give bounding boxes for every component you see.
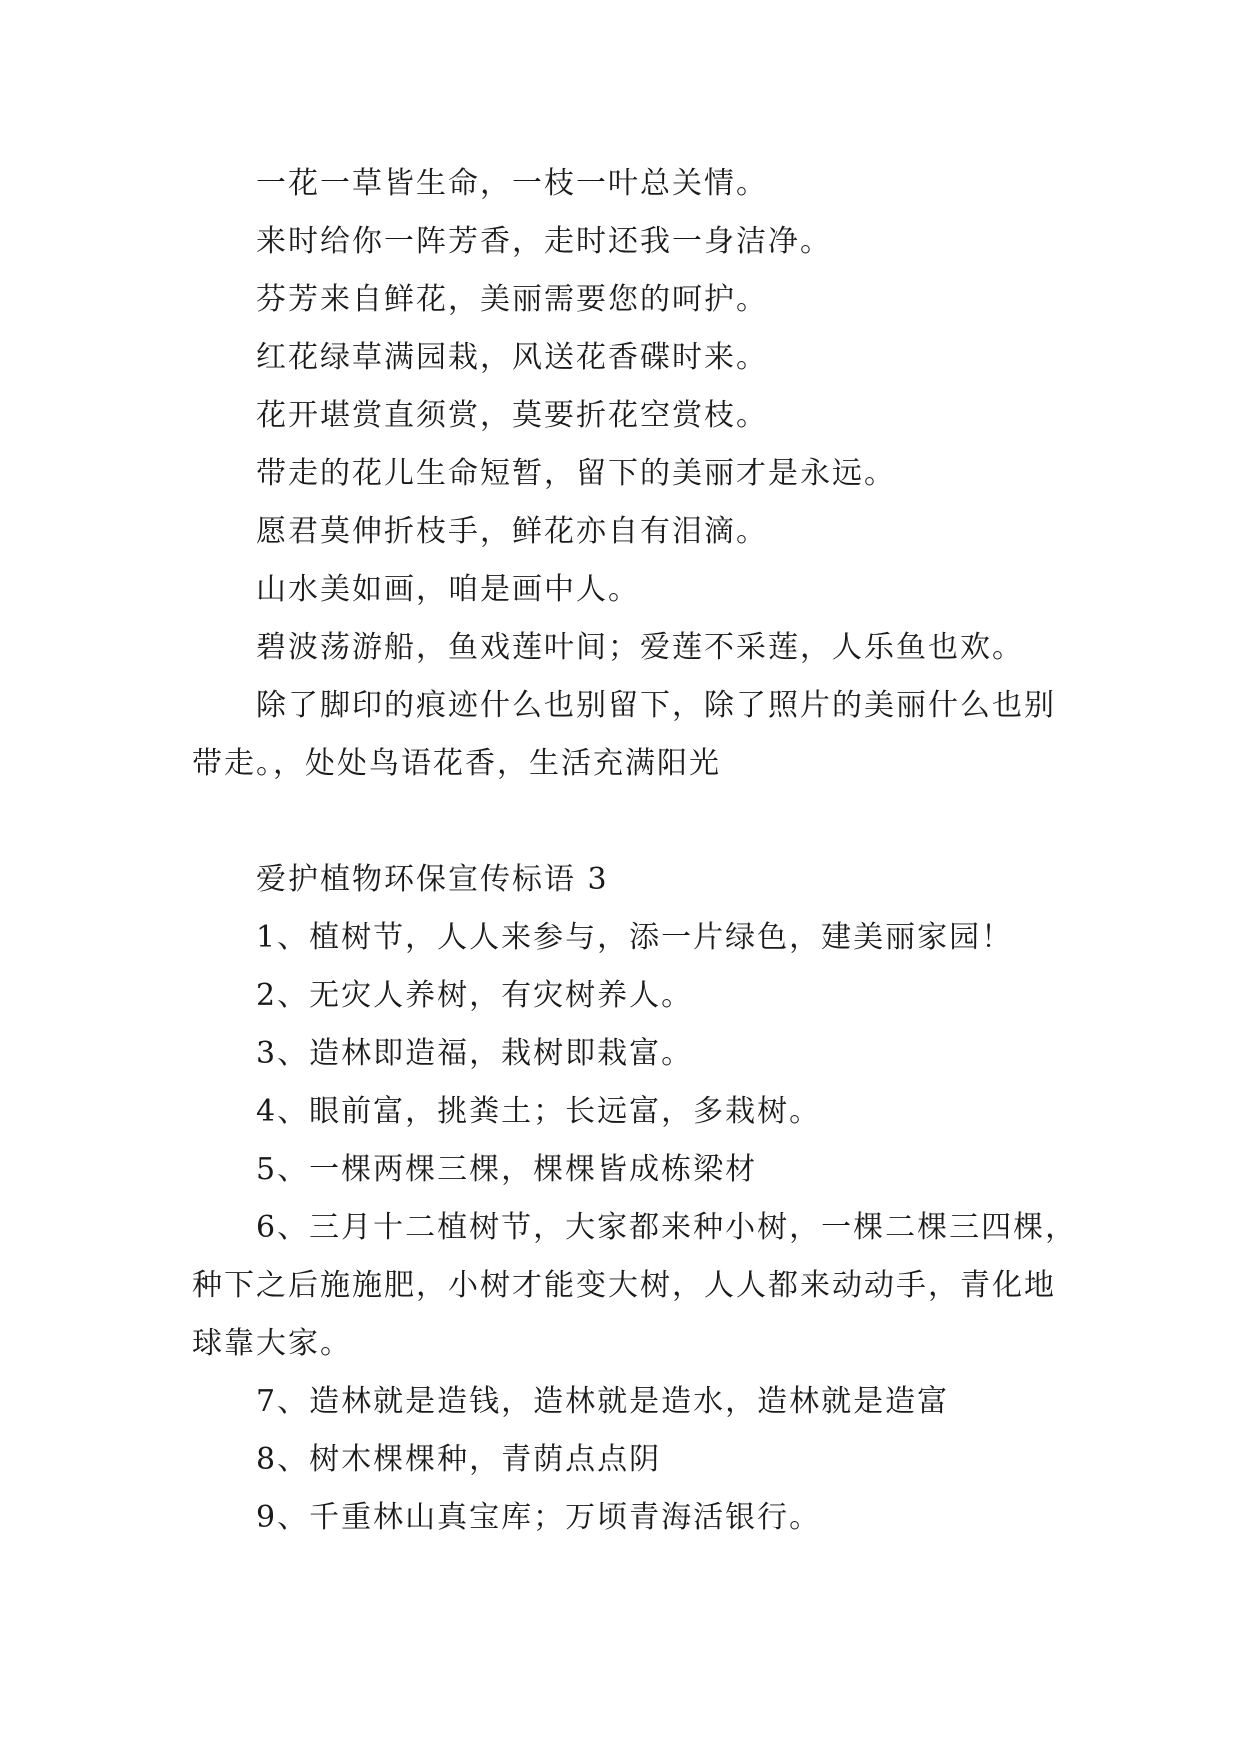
numbered-slogan: 2、无灾人养树，有灾树养人。 xyxy=(256,978,694,1013)
numbered-slogan: 1、植树节，人人来参与，添一片绿色，建美丽家园！ xyxy=(256,920,1014,955)
numbered-slogan: 6、三月十二植树节，大家都来种小树，一棵二棵三四棵，种下之后施施肥，小树才能变大树，人人都来动动手，青化地球靠大家。 xyxy=(192,1210,1078,1361)
numbered-slogan: 9、千重林山真宝库；万顷青海活银行。 xyxy=(256,1500,822,1535)
slogan-line: 一花一草皆生命，一枝一叶总关情。 xyxy=(256,166,768,201)
numbered-slogan: 8、树木棵棵种，青荫点点阴 xyxy=(256,1442,662,1477)
slogan-line: 红花绿草满园栽，风送花香碟时来。 xyxy=(256,340,768,375)
slogan-line: 花开堪赏直须赏，莫要折花空赏枝。 xyxy=(256,398,768,433)
slogan-line: 带走的花儿生命短暂，留下的美丽才是永远。 xyxy=(256,456,896,491)
slogan-line: 芬芳来自鲜花，美丽需要您的呵护。 xyxy=(256,282,768,317)
numbered-slogan: 3、造林即造福，栽树即栽富。 xyxy=(256,1036,694,1071)
numbered-slogan: 4、眼前富，挑粪土；长远富，多栽树。 xyxy=(256,1094,822,1129)
slogan-line: 愿君莫伸折枝手，鲜花亦自有泪滴。 xyxy=(256,514,768,549)
numbered-slogan: 7、造林就是造钱，造林就是造水，造林就是造富 xyxy=(256,1384,950,1419)
slogan-line: 除了脚印的痕迹什么也别留下，除了照片的美丽什么也别带走。，处处鸟语花香，生活充满阳光 xyxy=(192,688,1056,781)
paragraph-gap xyxy=(192,793,1082,851)
section-heading: 爱护植物环保宣传标语 3 xyxy=(256,862,609,897)
slogan-line: 碧波荡游船，鱼戏莲叶间；爱莲不采莲，人乐鱼也欢。 xyxy=(256,630,1024,665)
document-body xyxy=(192,155,1082,1547)
slogan-line: 山水美如画，咱是画中人。 xyxy=(256,572,640,607)
numbered-slogan: 5、一棵两棵三棵，棵棵皆成栋梁材 xyxy=(256,1152,758,1187)
slogan-line: 来时给你一阵芳香，走时还我一身洁净。 xyxy=(256,224,832,259)
